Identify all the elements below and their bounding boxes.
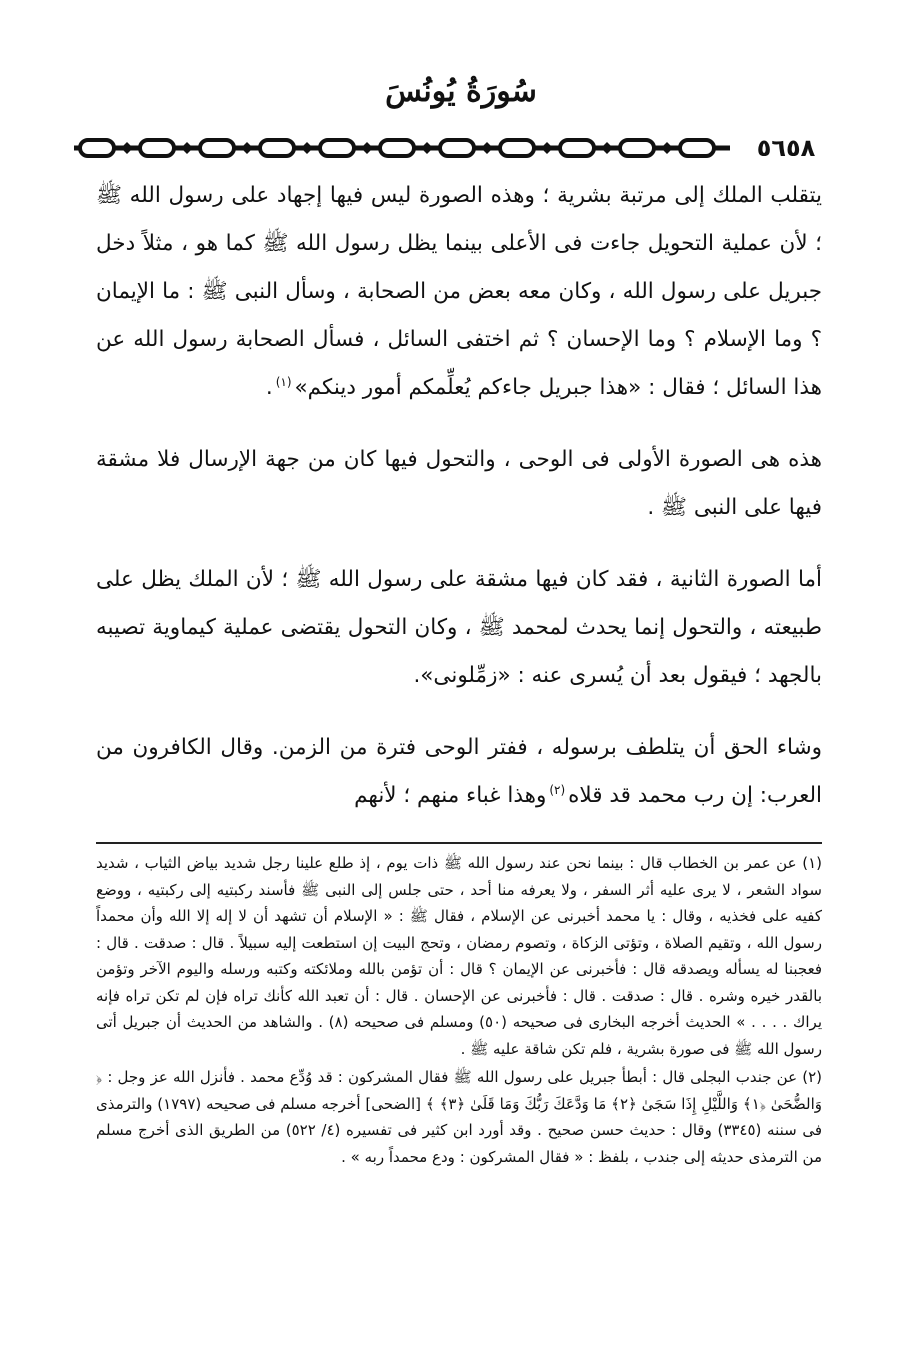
page-header — [70, 128, 838, 168]
footnote-1: (١) عن عمر بن الخطاب قال : بينما نحن عند رسول الله ﷺ ذات يوم ، إذ طلع علينا رجل شديد بياض الثياب ، شديد سواد الشعر ، لا يرى عليه أثر السفر ، ولا يعرفه منا أحد ، حتى جلس إلى النبى ﷺ فأسند ركبتيه إلى ركبتيه ، ووضع كفيه على فخذيه ، وقال : يا محمد أخبرنى عن الإسلام ، فقال ﷺ : « الإسلام أن تشهد أن لا إله إلا الله وأن محمداً رسول الله ، وتقيم الصلاة ، وتؤتى الزكاة ، وتصوم رمضان ، وتحج البيت إن استطعت إليه سبيلاً . قال : صدقت . قال : فعجبنا له يسأله ويصدقه قال : فأخبرنى عن الإيمان ؟ قال : أن تؤمن بالله وملائكته وكتبه ورسله واليوم الآخر وتؤمن بالقدر خيره وشره . قال : صدقت . قال : فأخبرنى عن الإحسان . قال : أن تعبد الله كأنك تراه فإن لم تكن تراه فإنه يراك . . . . » الحديث أخرجه البخارى فى صحيحه (٥٠) ومسلم فى صحيحه (٨) . والشاهد من الحديث أن جبريل أتى رسول الله ﷺ فى صورة بشرية ، فلم تكن شاقة عليه ﷺ . — [96, 854, 822, 1058]
main-body-text — [96, 172, 822, 820]
footnote-ref-2: (٢) — [549, 782, 566, 797]
paragraph-4-end: وهذا غباء منهم ؛ لأنهم — [354, 783, 547, 808]
ornamental-border-icon — [70, 134, 734, 162]
surah-title: سُورَةُ يُونُسَ — [385, 74, 537, 109]
paragraph-2: هذه هى الصورة الأولى فى الوحى ، والتحول فيها كان من جهة الإرسال فلا مشقة فيها على النبى ﷺ . — [96, 447, 822, 520]
footnotes — [96, 850, 822, 1170]
paragraph-4 — [96, 724, 822, 820]
footnote-ref-1: (١) — [275, 374, 292, 389]
paragraph-1-end: . — [265, 375, 273, 400]
footnote-divider — [96, 842, 822, 844]
page-number: ٥٦٥٨ — [756, 134, 816, 162]
paragraph-1 — [96, 172, 822, 412]
paragraph-4-text: وشاء الحق أن يتلطف برسوله ، ففتر الوحى فترة من الزمن. وقال الكافرون من العرب: إن رب محمد قد قلاه — [96, 735, 822, 808]
paragraph-1-text: يتقلب الملك إلى مرتبة بشرية ؛ وهذه الصورة ليس فيها إجهاد على رسول الله ﷺ ؛ لأن عملية التحويل جاءت فى الأعلى بينما يظل رسول الله ﷺ كما هو ، مثلاً دخل جبريل على رسول الله ، وكان معه بعض من الصحابة ، وسأل النبى ﷺ : ما الإيمان ؟ وما الإسلام ؟ وما الإحسان ؟ ثم اختفى السائل ، فسأل الصحابة رسول الله عن هذا السائل ؛ فقال : «هذا جبريل جاءكم يُعلِّمكم أمور دينكم» — [96, 183, 822, 400]
paragraph-3: أما الصورة الثانية ، فقد كان فيها مشقة على رسول الله ﷺ ؛ لأن الملك يظل على طبيعته ، والتحول إنما يحدث لمحمد ﷺ ، وكان التحول يقتضى عملية كيماوية تصيبه بالجهد ؛ فيقول بعد أن يُسرى عنه : «زمِّلونى». — [96, 567, 822, 688]
footnote-2: (٢) عن جندب البجلى قال : أبطأ جبريل على رسول الله ﷺ فقال المشركون : قد وُدِّع محمد . فأنزل الله عز وجل : ﴿ وَالضُّحَىٰ ﴿١﴾ وَاللَّيْلِ إِذَا سَجَىٰ ﴿٢﴾ مَا وَدَّعَكَ رَبُّكَ وَمَا قَلَىٰ ﴿٣﴾ ﴾ [الضحى] أخرجه مسلم فى صحيحه (١٧٩٧) والترمذى فى سننه (٣٣٤٥) وقال : حديث حسن صحيح . وقد أورد ابن كثير فى تفسيره (٤/ ٥٢٢) من الطريق الذى أخرج مسلم من الترمذى حديثه إلى جندب ، بلفظ : « فقال المشركون : ودع محمداً ربه » . — [96, 1068, 823, 1166]
